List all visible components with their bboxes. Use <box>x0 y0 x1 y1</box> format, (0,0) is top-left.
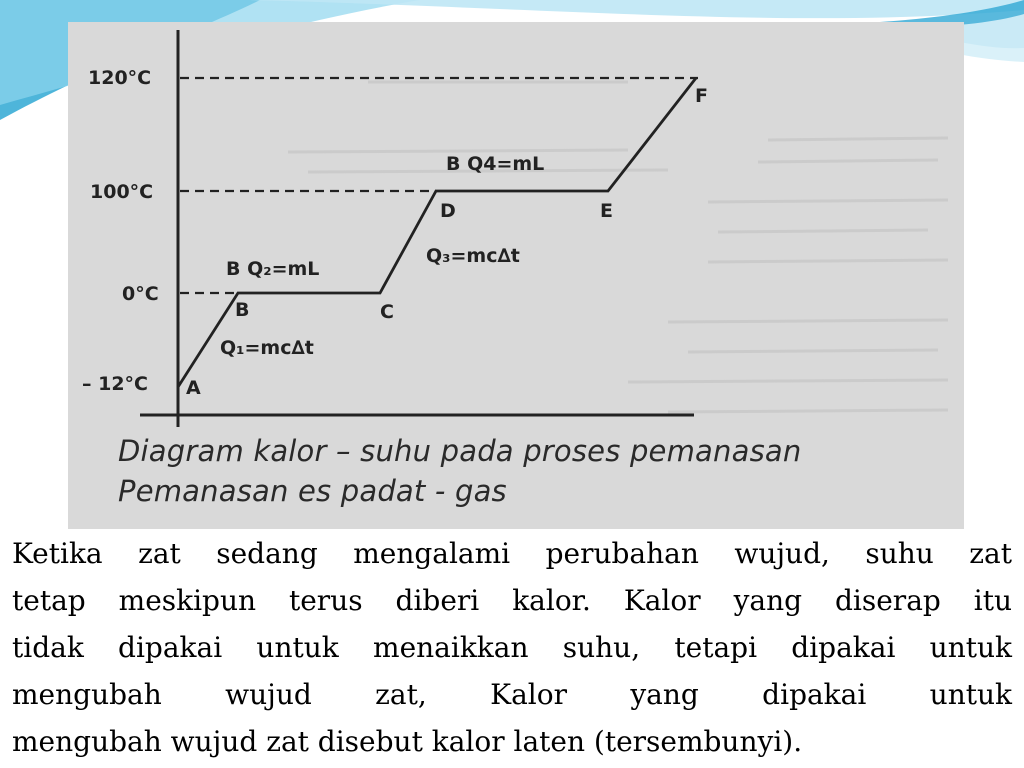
segment-label-q4: B Q4=mL <box>446 153 545 175</box>
paragraph-line: mengubah wujud zat, Kalor yang dipakai untuk <box>12 678 1012 711</box>
segment-label-q1: Q₁=mc∆t <box>220 337 314 359</box>
paragraph-line: Ketika zat sedang mengalami perubahan wujud, suhu zat <box>12 537 1012 570</box>
y-label-minus12: – 12°C <box>82 373 148 395</box>
point-label-f: F <box>695 85 708 107</box>
y-label-120: 120°C <box>88 67 152 89</box>
explanation-paragraph <box>12 530 1012 765</box>
paragraph-line: tetap meskipun terus diberi kalor. Kalor yang diserap itu <box>12 584 1012 617</box>
point-label-e: E <box>600 200 613 222</box>
y-label-0: 0°C <box>122 283 159 305</box>
segment-label-q2: B Q₂=mL <box>226 258 320 280</box>
diagram-caption-subtitle: Pemanasan es padat - gas <box>118 474 507 508</box>
point-label-b: B <box>235 299 250 321</box>
paragraph-line: tidak dipakai untuk menaikkan suhu, tetapi dipakai untuk <box>12 631 1012 664</box>
paragraph-line: mengubah wujud zat disebut kalor laten (tersembunyi). <box>12 725 803 758</box>
point-label-a: A <box>186 377 201 399</box>
point-label-c: C <box>380 301 394 323</box>
y-label-100: 100°C <box>90 181 154 203</box>
segment-label-q3: Q₃=mc∆t <box>426 245 520 267</box>
background-noise <box>288 82 948 412</box>
diagram-caption-title: Diagram kalor – suhu pada proses pemanasan <box>118 434 802 468</box>
point-label-d: D <box>440 200 456 222</box>
scanned-diagram-image <box>68 22 964 529</box>
